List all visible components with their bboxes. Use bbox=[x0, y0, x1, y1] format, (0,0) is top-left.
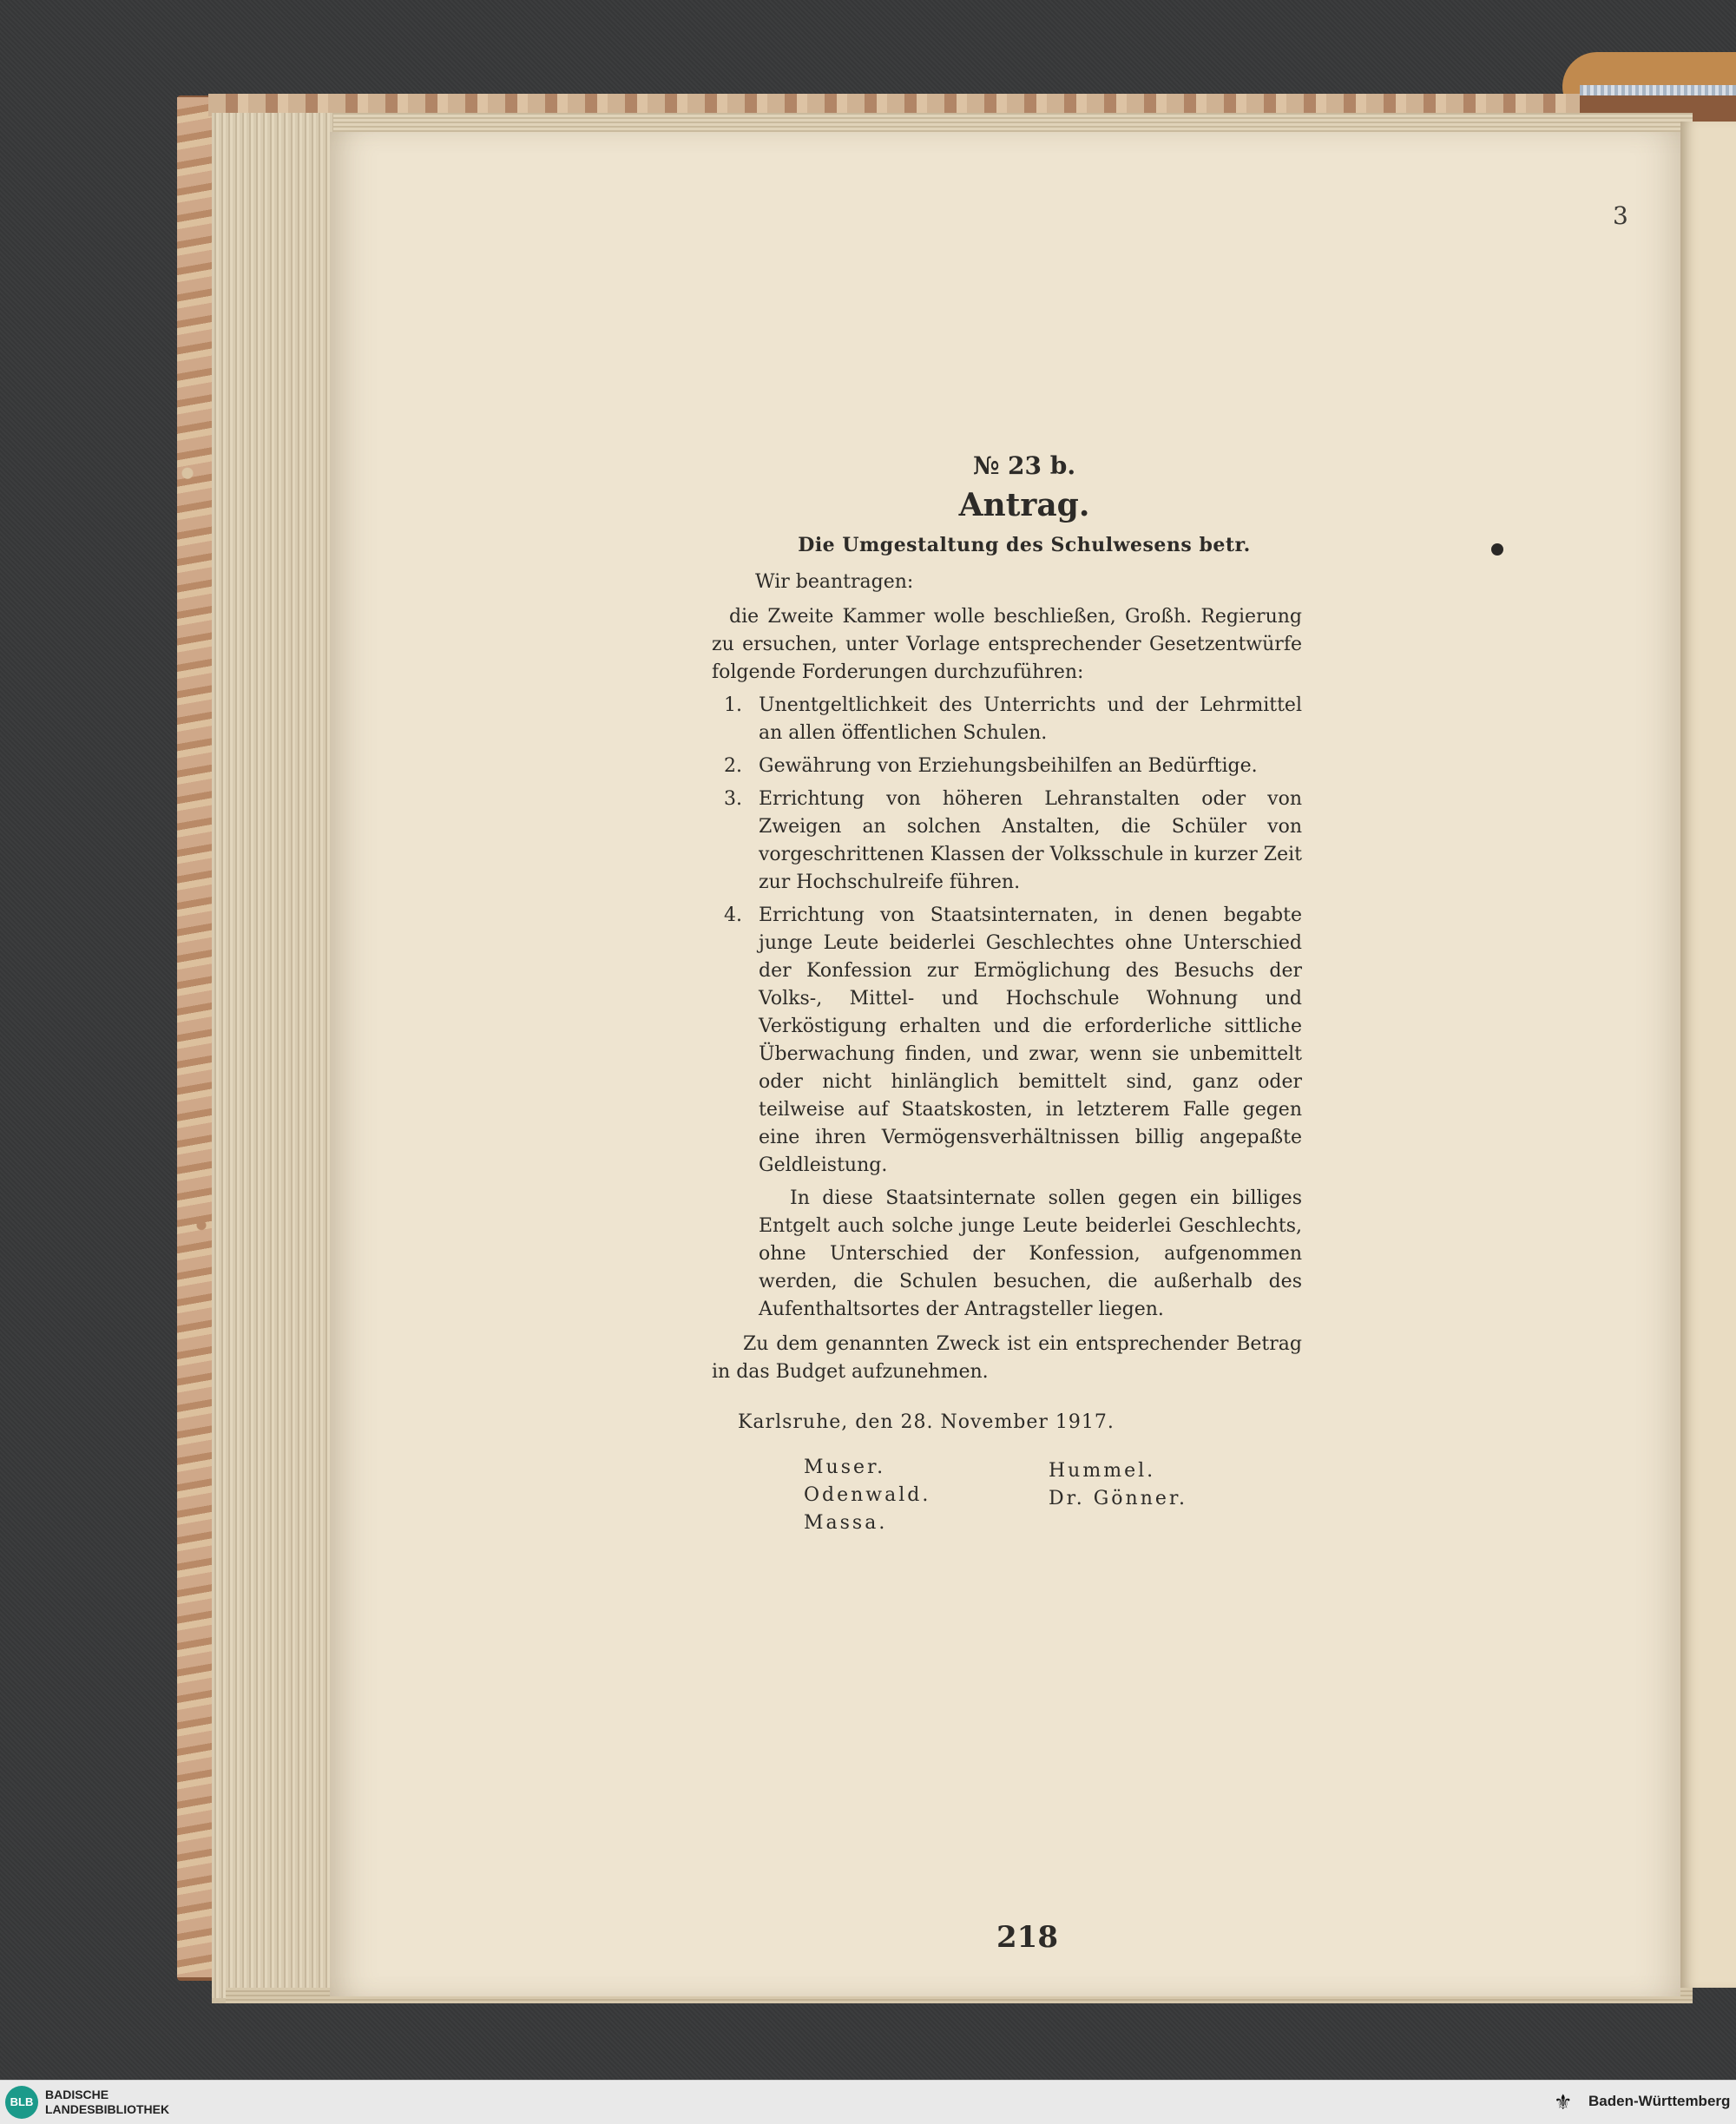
list-text: Errichtung von Staatsinternaten, in denen begabte junge Leute beiderlei Geschlechtes ohne Unterschied der Konfession zur Ermöglichung des Besuchs der Volks-, Mittel- und Hochschule Wohnung und Verköstigung erhalten und die erforderliche sittliche Überwachung finden, und zwar, wenn sie unbemittelt oder nicht hinlänglich bemittelt sind, ganz oder teilweise auf Staatskosten, in letzterem Falle gegen eine ihren Vermögensverhältnissen billig angepaßte Geldleistung. bbox=[759, 904, 1302, 1176]
signer-name: Massa. bbox=[804, 1512, 888, 1534]
list-number: 1. bbox=[724, 694, 742, 716]
library-name-line2: LANDESBIBLIOTHEK bbox=[45, 2102, 170, 2116]
library-name bbox=[45, 2088, 169, 2117]
list-item bbox=[712, 753, 1302, 780]
list-text: Unentgeltlichkeit des Unterrichts und der Lehrmittel an allen öffentlichen Schulen. bbox=[759, 694, 1302, 744]
request-text: die Zweite Kammer wolle beschließen, Großh. Regierung zu ersuchen, unter Vorlage entsprechender Gesetzentwürfe folgende Forderungen durchzuführen: bbox=[712, 606, 1302, 683]
list-item bbox=[712, 902, 1302, 1180]
signer-name: Hummel. bbox=[1049, 1460, 1156, 1482]
page-stack-left bbox=[212, 113, 333, 2003]
list-number: 3. bbox=[724, 788, 742, 810]
library-name-line1: BADISCHE bbox=[45, 2088, 109, 2101]
blb-logo[interactable]: BLB bbox=[5, 2086, 38, 2119]
signer-name: Muser. bbox=[804, 1457, 886, 1478]
request-paragraph bbox=[712, 603, 1302, 687]
marbled-cover-edge bbox=[177, 97, 212, 1977]
state-name[interactable]: Baden-Württemberg bbox=[1588, 2093, 1731, 2109]
demands-list bbox=[712, 692, 1302, 1180]
document-body bbox=[712, 451, 1302, 1537]
place-and-date: Karlsruhe, den 28. November 1917. bbox=[738, 1411, 1115, 1433]
signer-name: Odenwald. bbox=[804, 1484, 931, 1506]
list-item bbox=[712, 786, 1302, 897]
list-number: 4. bbox=[724, 904, 742, 926]
signatories bbox=[712, 1454, 1302, 1537]
facing-page-edge bbox=[1680, 122, 1736, 1988]
viewer-footer bbox=[0, 2080, 1736, 2124]
document-subject: Die Umgestaltung des Schulwesens betr. bbox=[798, 534, 1251, 556]
list-item bbox=[712, 692, 1302, 747]
page-number-bottom: 218 bbox=[996, 1920, 1058, 1955]
coat-of-arms-icon: ⚜ bbox=[1554, 2090, 1573, 2114]
document-title: Antrag. bbox=[958, 487, 1090, 523]
page-number-top: 3 bbox=[1613, 201, 1628, 230]
list-text: Errichtung von höheren Lehranstalten oder von Zweigen an solchen Anstalten, die Schüler von vorgeschrittenen Klassen der Volksschule in kurzer Zeit zur Hochschulreife führen. bbox=[759, 788, 1302, 893]
intro-line: Wir beantragen: bbox=[755, 571, 914, 593]
budget-paragraph: Zu dem genannten Zweck ist ein entsprechender Betrag in das Budget aufzunehmen. bbox=[712, 1333, 1302, 1383]
ink-mark bbox=[1491, 543, 1503, 556]
list-number: 2. bbox=[724, 755, 742, 777]
signer-name: Dr. Gönner. bbox=[1049, 1488, 1187, 1509]
document-number: № 23 b. bbox=[972, 451, 1076, 480]
internate-paragraph: In diese Staatsinternate sollen gegen ein billiges Entgelt auch solche junge Leute beiderlei Geschlechts, ohne Unterschied der Konfession, aufgenommen werden, die Schulen besuchen, die außerhalb des Aufenthaltsortes der Antragsteller liegen. bbox=[759, 1187, 1302, 1320]
list-text: Gewährung von Erziehungsbeihilfen an Bedürftige. bbox=[759, 755, 1258, 777]
